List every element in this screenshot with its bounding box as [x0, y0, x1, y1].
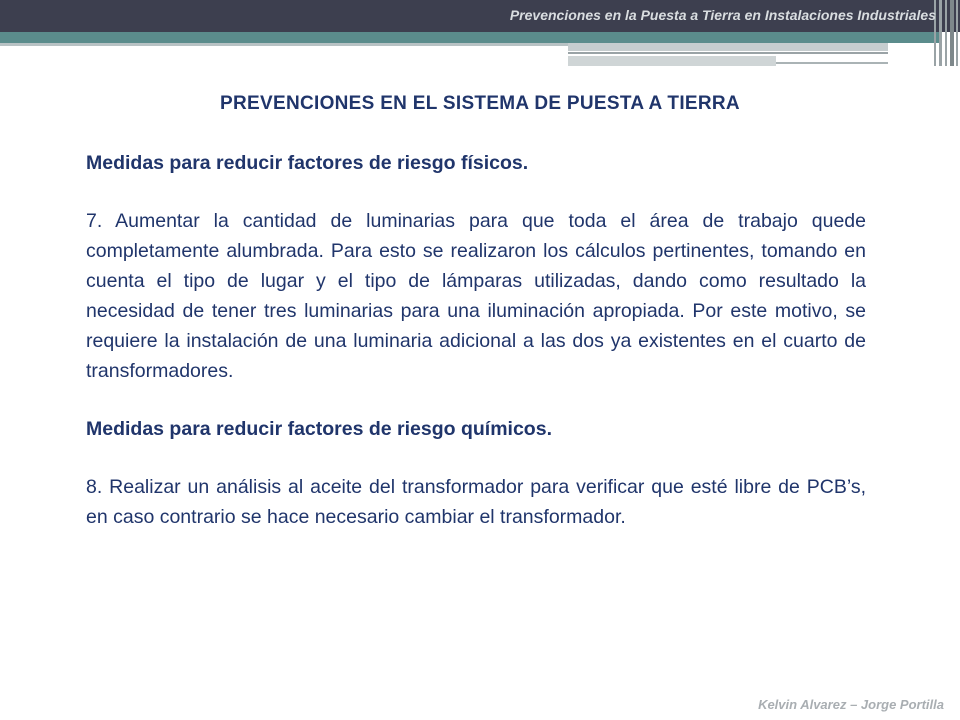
- section-text-physical: 7. Aumentar la cantidad de luminarias para que toda el área de trabajo quede completamente alumbrada. Para esto se realizaron los cálculos pertinentes, tomando en cuenta el tipo de lugar y el tipo de lámparas utilizadas, dando como resultado la necesidad de tener tres luminarias para una iluminación apropiada. Por este motivo, se requiere la instalación de una luminaria adicional a las dos ya existentes en el cuarto de transformadores.: [86, 210, 866, 382]
- section-text-chemical: 8. Realizar un análisis al aceite del transformador para verificar que esté libre de PCB’s, en caso contrario se hace necesario cambiar el transformador.: [86, 476, 866, 528]
- slide-body: [86, 148, 866, 532]
- section-heading-physical: Medidas para reducir factores de riesgo físicos.: [86, 152, 529, 174]
- section-heading-chemical: Medidas para reducir factores de riesgo químicos.: [86, 418, 552, 440]
- header-teal-band: [0, 32, 940, 43]
- header-gray-band-2: [568, 43, 888, 51]
- slide-title: PREVENCIONES EN EL SISTEMA DE PUESTA A TIERRA: [220, 93, 740, 114]
- header-gray-band-3: [568, 56, 776, 66]
- footer-authors: Kelvin Alvarez – Jorge Portilla: [758, 697, 944, 712]
- presentation-title: Prevenciones en la Puesta a Tierra en Instalaciones Industriales: [509, 7, 936, 23]
- header-line-2: [776, 62, 888, 64]
- header-gray-band: [0, 43, 568, 46]
- header-line: [568, 52, 888, 54]
